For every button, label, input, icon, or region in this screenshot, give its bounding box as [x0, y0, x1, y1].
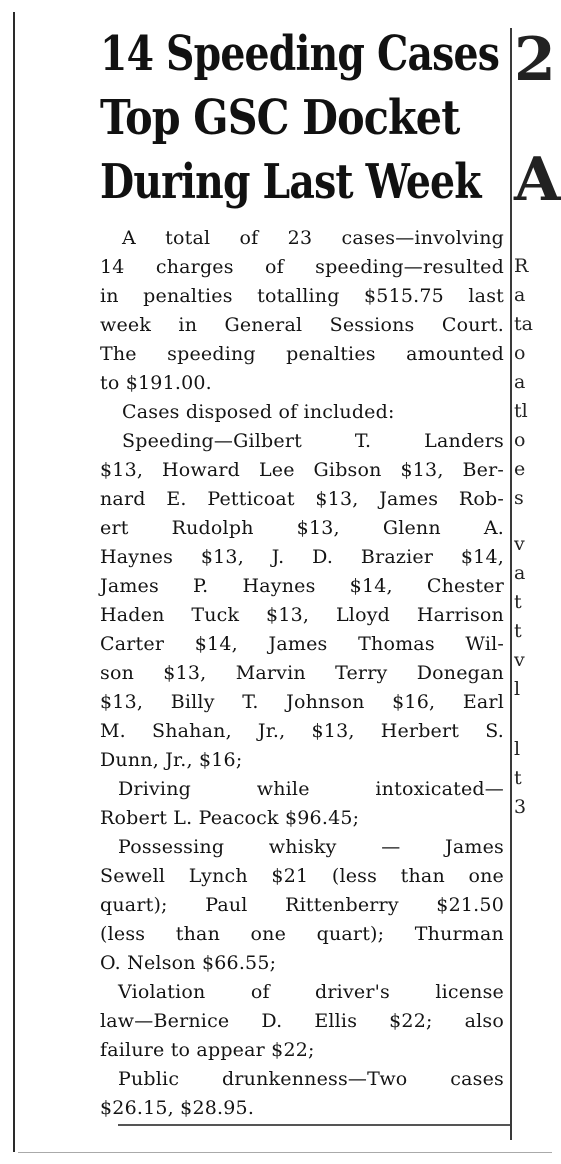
body-line: O. Nelson $66.55;: [100, 952, 277, 974]
adjacent-headline-char: A: [514, 145, 561, 215]
body-line: Haden Tuck $13, Lloyd Harrison: [100, 604, 504, 626]
headline-line-2: Top GSC Docket: [100, 90, 460, 146]
article: [100, 22, 504, 1123]
body-line: 14 charges of speeding—resulted: [100, 256, 504, 278]
body-line: Violation of driver's license: [118, 981, 504, 1003]
adjacent-column-text: l t 3: [514, 738, 527, 818]
body-line: Possessing whisky — James: [118, 836, 504, 858]
body-line: law—Bernice D. Ellis $22; also: [100, 1010, 504, 1032]
body-line: (less than one quart); Thurman: [100, 923, 504, 945]
left-column-rule: [13, 12, 15, 1152]
body-line: $13, Billy T. Johnson $16, Earl: [100, 691, 504, 713]
body-line: quart); Paul Rittenberry $21.50: [100, 894, 504, 916]
body-line: Cases disposed of included:: [122, 401, 395, 423]
body-line: son $13, Marvin Terry Donegan: [100, 662, 504, 684]
body-line: A total of 23 cases—involving: [122, 227, 504, 249]
body-line: in penalties totalling $515.75 last: [100, 285, 504, 307]
body-line: Carter $14, James Thomas Wil-: [100, 633, 504, 655]
body-line: Haynes $13, J. D. Brazier $14,: [100, 546, 504, 568]
body-line: Public drunkenness—Two cases: [118, 1068, 504, 1090]
headline-line-1: 14 Speeding Cases: [100, 26, 500, 82]
body-line: Driving while intoxicated—: [118, 778, 504, 800]
column-divider-rule: [510, 28, 512, 1140]
body-line: M. Shahan, Jr., $13, Herbert S.: [100, 720, 504, 742]
body-line: $26.15, $28.95.: [100, 1097, 255, 1119]
body-line: Robert L. Peacock $96.45;: [100, 807, 360, 829]
adjacent-column-text: v a t t v l: [514, 533, 526, 700]
body-line: Sewell Lynch $21 (less than one: [100, 865, 504, 887]
headline: [100, 22, 504, 214]
body-line: nard E. Petticoat $13, James Rob-: [100, 488, 504, 510]
body-line: Speeding—Gilbert T. Landers: [122, 430, 504, 452]
adjacent-column-text: R a ta o a tl o e s: [514, 255, 533, 509]
body-line: to $191.00.: [100, 372, 212, 394]
body-line: ert Rudolph $13, Glenn A.: [100, 517, 504, 539]
body-line: $13, Howard Lee Gibson $13, Ber-: [100, 459, 504, 481]
headline-line-3: During Last Week: [100, 154, 481, 210]
adjacent-headline-char: 2: [514, 25, 556, 95]
body-line: Dunn, Jr., $16;: [100, 749, 243, 771]
body-line: week in General Sessions Court.: [100, 314, 504, 336]
body-line: The speeding penalties amounted: [100, 343, 504, 365]
body-line: failure to appear $22;: [100, 1039, 315, 1061]
body-line: James P. Haynes $14, Chester: [100, 575, 504, 597]
page-bottom-rule: [18, 1152, 552, 1153]
article-body: [100, 224, 504, 1123]
article-end-rule: [118, 1124, 510, 1126]
